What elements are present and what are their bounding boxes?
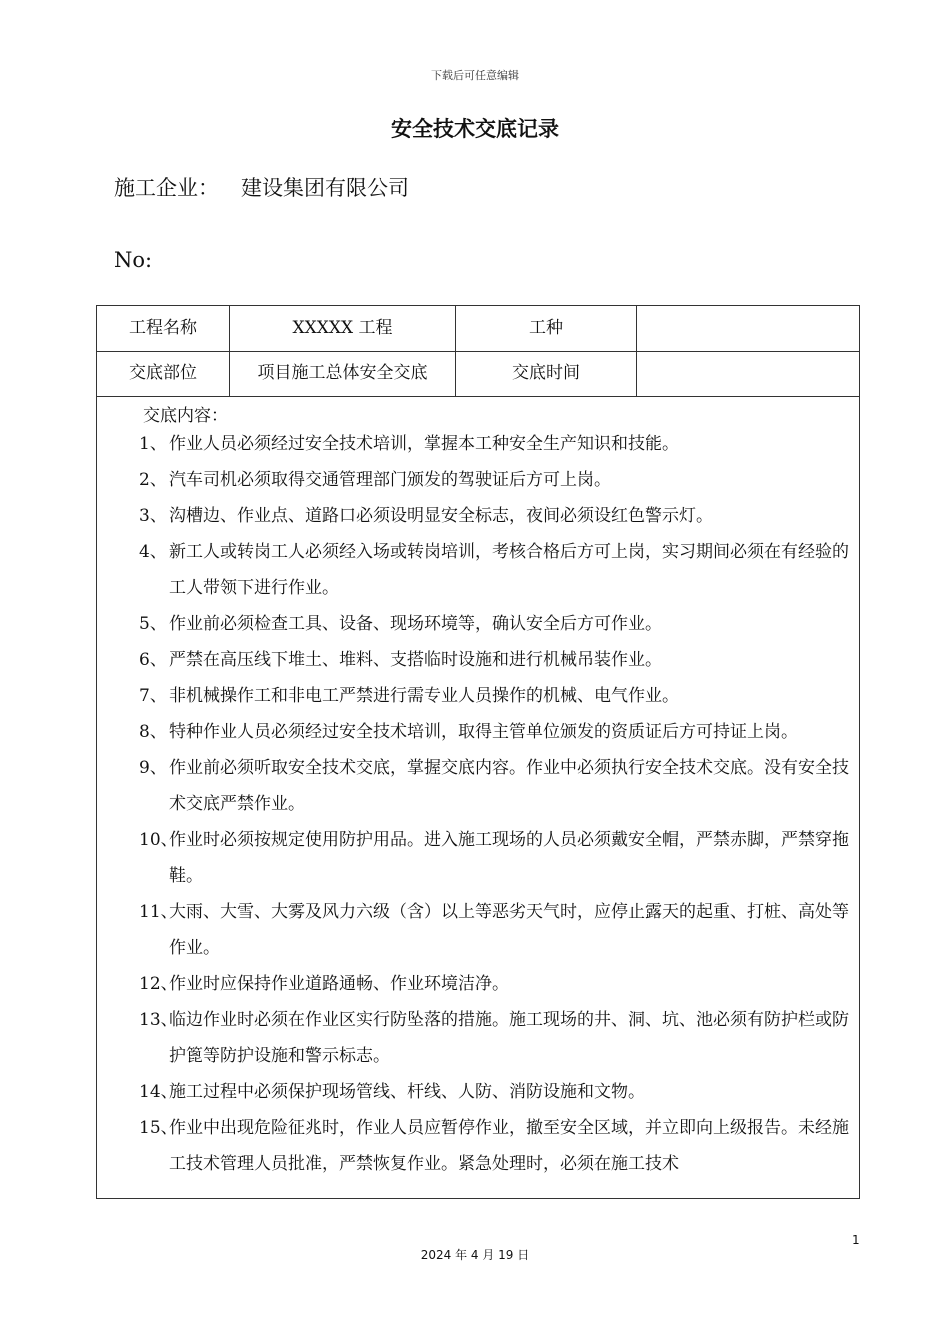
- list-item: [97, 714, 859, 750]
- item-text: 作业时应保持作业道路通畅、作业环境洁净。: [169, 974, 509, 994]
- trade-label: 工种: [456, 306, 637, 351]
- item-number: 12、: [139, 974, 178, 994]
- page-number: 1: [852, 1233, 860, 1247]
- item-text: 特种作业人员必须经过安全技术培训，取得主管单位颁发的资质证后方可持证上岗。: [169, 722, 798, 742]
- list-item: [97, 606, 859, 642]
- list-item: [97, 750, 859, 822]
- document-title: 安全技术交底记录: [391, 117, 559, 141]
- item-number: 10、: [139, 830, 178, 850]
- trade-value: [637, 306, 859, 351]
- project-name-value: XXXXX 工程: [230, 306, 456, 351]
- list-item: [97, 1110, 859, 1182]
- item-text: 作业中出现危险征兆时，作业人员应暂停作业，撤至安全区域，并立即向上级报告。未经施工技术管理人员批准，严禁恢复作业。紧急处理时，必须在施工技术: [169, 1118, 849, 1174]
- list-item: [97, 534, 859, 606]
- item-text: 作业人员必须经过安全技术培训，掌握本工种安全生产知识和技能。: [169, 434, 679, 454]
- item-text: 严禁在高压线下堆土、堆料、支搭临时设施和进行机械吊装作业。: [169, 650, 662, 670]
- disclosure-time-label: 交底时间: [456, 351, 637, 396]
- item-number: 7、: [139, 686, 167, 706]
- item-text: 汽车司机必须取得交通管理部门颁发的驾驶证后方可上岗。: [169, 470, 611, 490]
- content-label: 交底内容：: [143, 406, 228, 426]
- list-item: [97, 498, 859, 534]
- table-row: [97, 306, 859, 352]
- item-number: 5、: [139, 614, 167, 634]
- item-text: 非机械操作工和非电工严禁进行需专业人员操作的机械、电气作业。: [169, 686, 679, 706]
- record-number-label: No:: [114, 248, 153, 272]
- footer-date: 2024 年 4 月 19 日: [420, 1248, 530, 1262]
- item-number: 14、: [139, 1082, 178, 1102]
- record-table: [96, 305, 860, 1199]
- list-item: [97, 822, 859, 894]
- item-text: 临边作业时必须在作业区实行防坠落的措施。施工现场的井、洞、坑、池必须有防护栏或防护篦等防护设施和警示标志。: [169, 1010, 849, 1066]
- list-item: [97, 462, 859, 498]
- list-item: [97, 426, 859, 462]
- item-text: 施工过程中必须保护现场管线、杆线、人防、消防设施和文物。: [169, 1082, 645, 1102]
- disclosure-location-label: 交底部位: [97, 351, 230, 396]
- project-name-label: 工程名称: [97, 306, 230, 351]
- item-number: 11、: [139, 902, 178, 922]
- content-items: [97, 426, 859, 1182]
- company-name: 建设集团有限公司: [241, 176, 409, 200]
- item-text: 作业时必须按规定使用防护用品。进入施工现场的人员必须戴安全帽，严禁赤脚，严禁穿拖鞋。: [169, 830, 849, 886]
- item-number: 9、: [139, 758, 167, 778]
- item-number: 4、: [139, 542, 167, 562]
- item-number: 6、: [139, 650, 167, 670]
- disclosure-time-value: [637, 351, 859, 396]
- item-number: 2、: [139, 470, 167, 490]
- item-text: 大雨、大雪、大雾及风力六级（含）以上等恶劣天气时，应停止露天的起重、打桩、高处等作业。: [169, 902, 849, 958]
- disclosure-content: [97, 397, 859, 1199]
- disclosure-location-value: 项目施工总体安全交底: [230, 351, 456, 396]
- header-note: 下载后可任意编辑: [431, 69, 519, 82]
- item-text: 新工人或转岗工人必须经入场或转岗培训，考核合格后方可上岗，实习期间必须在有经验的工人带领下进行作业。: [169, 542, 849, 598]
- list-item: [97, 1002, 859, 1074]
- list-item: [97, 642, 859, 678]
- item-text: 作业前必须检查工具、设备、现场环境等，确认安全后方可作业。: [169, 614, 662, 634]
- item-number: 8、: [139, 722, 167, 742]
- item-text: 作业前必须听取安全技术交底，掌握交底内容。作业中必须执行安全技术交底。没有安全技术交底严禁作业。: [169, 758, 849, 814]
- table-row: [97, 351, 859, 397]
- item-number: 1、: [139, 434, 167, 454]
- list-item: [97, 966, 859, 1002]
- list-item: [97, 894, 859, 966]
- item-number: 15、: [139, 1118, 178, 1138]
- item-number: 3、: [139, 506, 167, 526]
- item-number: 13、: [139, 1010, 178, 1030]
- item-text: 沟槽边、作业点、道路口必须设明显安全标志，夜间必须设红色警示灯。: [169, 506, 713, 526]
- list-item: [97, 1074, 859, 1110]
- company-line: [114, 172, 409, 202]
- company-label: 施工企业：: [114, 176, 219, 200]
- list-item: [97, 678, 859, 714]
